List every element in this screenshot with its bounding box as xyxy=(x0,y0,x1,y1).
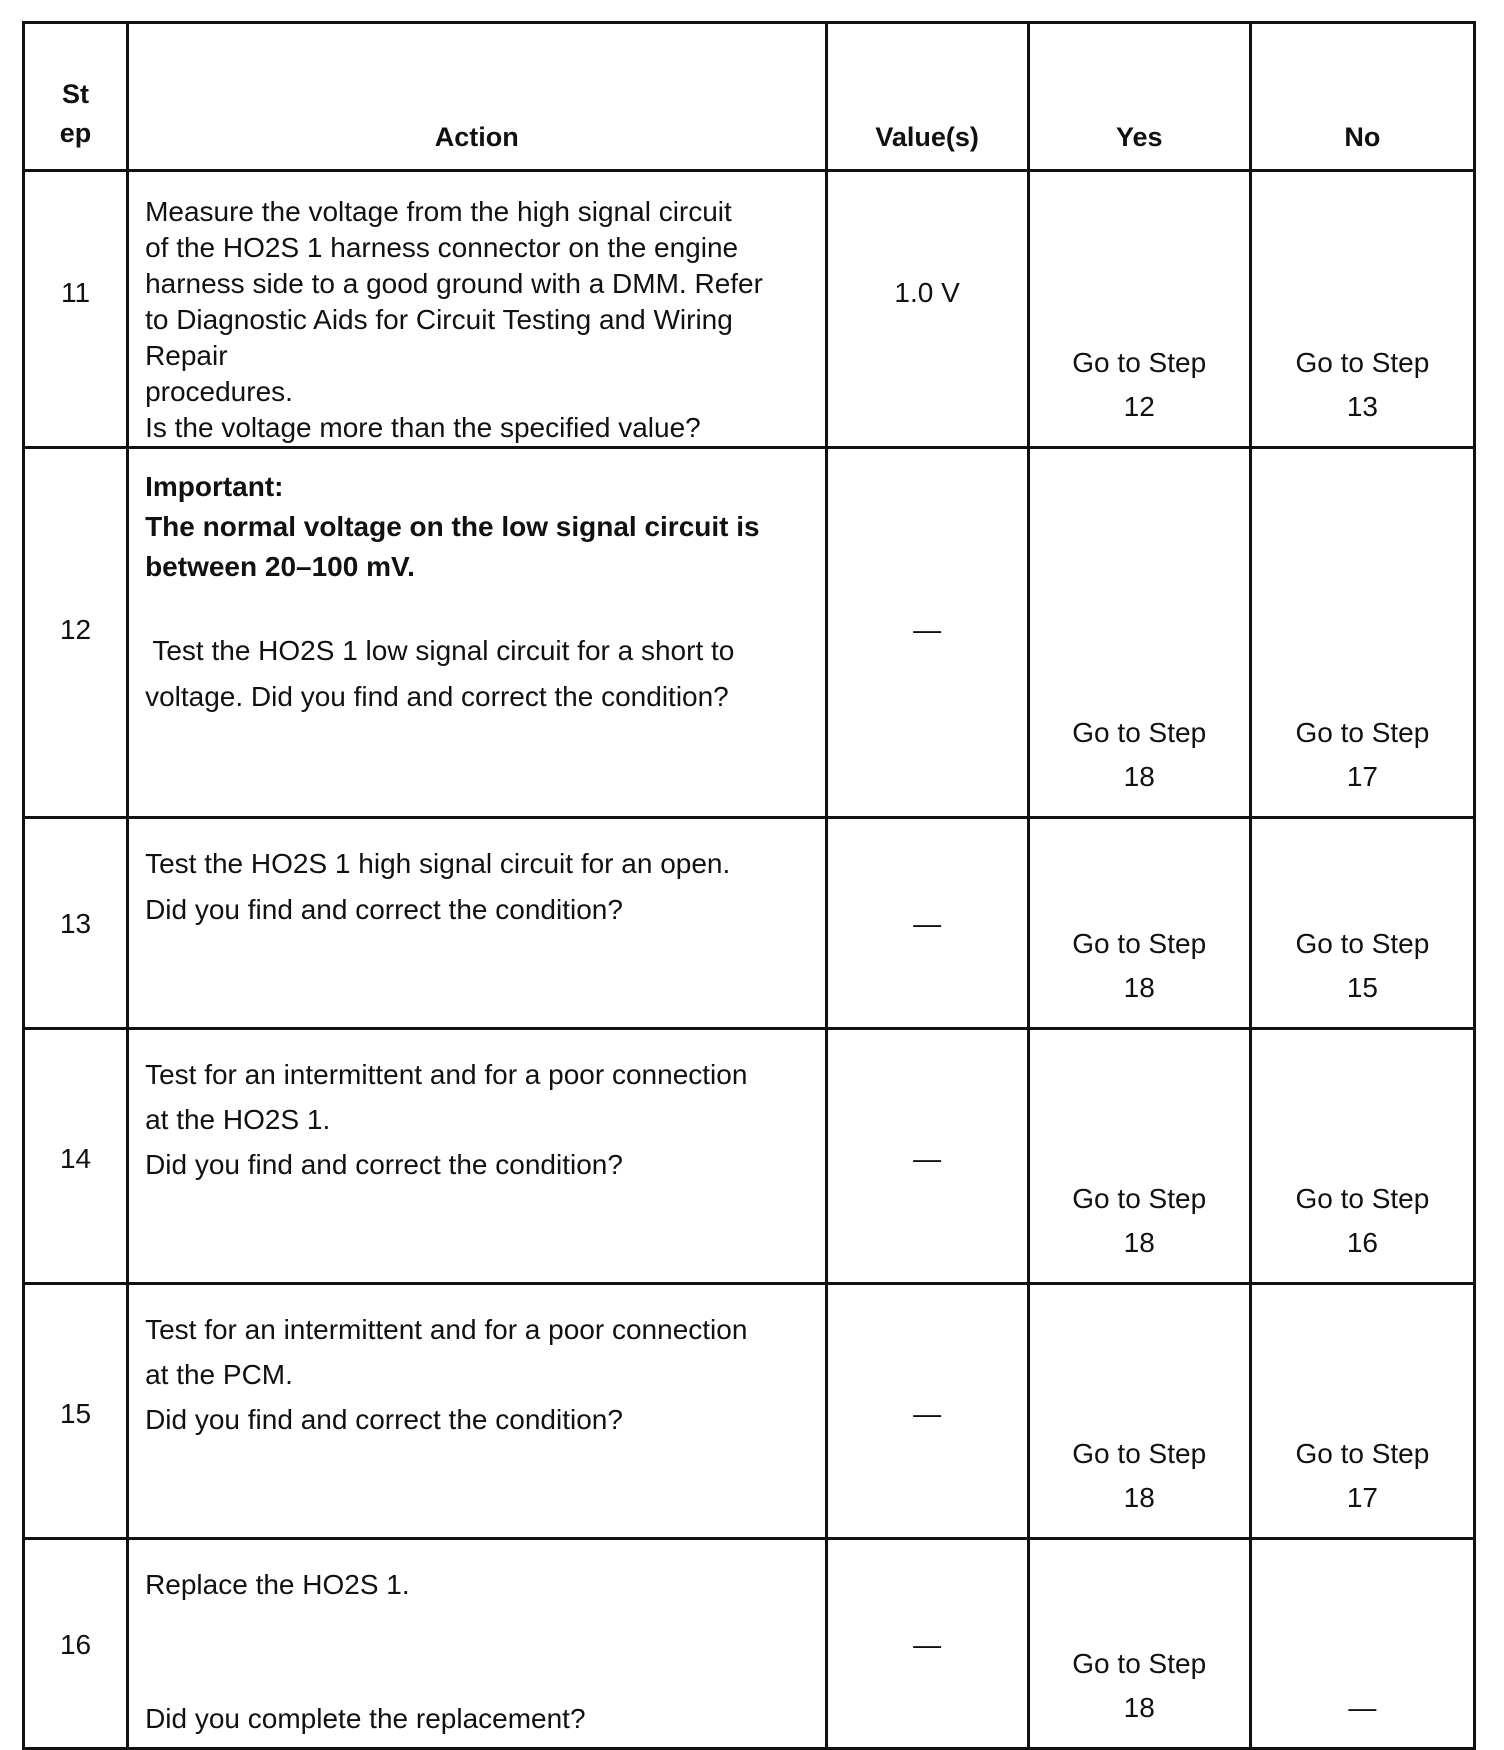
header-no: No xyxy=(1250,23,1474,171)
table-row xyxy=(24,448,1475,818)
step-number: 16 xyxy=(59,1629,92,1660)
action-text xyxy=(129,449,824,717)
goto-label: Go to Step xyxy=(1295,1183,1430,1215)
no-cell xyxy=(1250,171,1474,448)
diagnostic-table-page xyxy=(22,21,1476,1734)
no-goto xyxy=(1252,1177,1473,1264)
yes-goto xyxy=(1030,922,1249,1009)
action-line: Is the voltage more than the specified value? xyxy=(145,412,701,443)
action-line: to Diagnostic Aids for Circuit Testing and Wiring Repair xyxy=(145,304,733,371)
action-line: Test for an intermittent and for a poor connection xyxy=(145,1059,748,1090)
action-line: of the HO2S 1 harness connector on the engine xyxy=(145,232,739,263)
step-number: 11 xyxy=(60,277,91,308)
no-goto xyxy=(1252,1432,1473,1519)
value-text: 1.0 V xyxy=(894,277,960,308)
step-number: 14 xyxy=(59,1143,92,1174)
goto-step: 17 xyxy=(1346,760,1378,792)
header-step xyxy=(24,23,128,171)
goto-label: Go to Step xyxy=(1072,1648,1207,1680)
action-line: Replace the HO2S 1. xyxy=(145,1569,410,1600)
action-text xyxy=(129,819,824,933)
action-text xyxy=(129,172,824,446)
table-row xyxy=(24,1539,1475,1749)
no-goto xyxy=(1252,922,1473,1009)
goto-step: 16 xyxy=(1346,1226,1378,1258)
action-cell xyxy=(128,171,826,448)
value-cell xyxy=(826,1284,1028,1539)
header-step-line1: St xyxy=(62,78,90,109)
action-line: Did you find and correct the condition? xyxy=(145,1149,623,1180)
step-number: 13 xyxy=(59,908,92,939)
diagnostic-steps-table xyxy=(22,21,1476,1750)
no-value: — xyxy=(1348,1692,1377,1724)
action-cell xyxy=(128,1284,826,1539)
goto-label: Go to Step xyxy=(1072,928,1207,960)
header-yes: Yes xyxy=(1028,23,1250,171)
header-step-line2: ep xyxy=(59,117,92,148)
action-line: voltage. Did you find and correct the condition? xyxy=(145,681,729,712)
step-cell xyxy=(24,1284,128,1539)
yes-cell xyxy=(1028,1029,1250,1284)
step-number: 12 xyxy=(59,614,92,645)
action-line: at the HO2S 1. xyxy=(145,1104,331,1135)
step-cell xyxy=(24,818,128,1029)
no-cell xyxy=(1250,448,1474,818)
action-cell xyxy=(128,1029,826,1284)
goto-label: Go to Step xyxy=(1072,347,1207,379)
important-line: The normal voltage on the low signal circuit is xyxy=(145,511,760,542)
action-cell xyxy=(128,818,826,1029)
table-row xyxy=(24,171,1475,448)
no-cell xyxy=(1250,1029,1474,1284)
table-row xyxy=(24,818,1475,1029)
yes-goto xyxy=(1030,341,1249,428)
yes-goto xyxy=(1030,1177,1249,1264)
action-cell xyxy=(128,448,826,818)
goto-label: Go to Step xyxy=(1295,928,1430,960)
yes-goto xyxy=(1030,711,1249,798)
no-cell xyxy=(1250,818,1474,1029)
action-line: Test the HO2S 1 low signal circuit for a short to xyxy=(145,635,735,666)
yes-cell xyxy=(1028,818,1250,1029)
header-action: Action xyxy=(128,23,826,171)
step-cell xyxy=(24,1029,128,1284)
action-line: Did you complete the replacement? xyxy=(145,1703,586,1734)
value-cell xyxy=(826,1029,1028,1284)
value-cell xyxy=(826,1539,1028,1749)
step-cell xyxy=(24,171,128,448)
goto-step: 15 xyxy=(1346,971,1378,1003)
goto-label: Go to Step xyxy=(1072,717,1207,749)
action-cell xyxy=(128,1539,826,1749)
yes-cell xyxy=(1028,1284,1250,1539)
step-cell xyxy=(24,1539,128,1749)
action-line: Did you find and correct the condition? xyxy=(145,1404,623,1435)
goto-label: Go to Step xyxy=(1072,1183,1207,1215)
action-line: at the PCM. xyxy=(145,1359,293,1390)
goto-step: 17 xyxy=(1346,1481,1378,1513)
header-row xyxy=(24,23,1475,171)
action-text xyxy=(129,1540,824,1742)
goto-step: 18 xyxy=(1123,971,1155,1003)
action-line: Test for an intermittent and for a poor connection xyxy=(145,1314,748,1345)
goto-step: 18 xyxy=(1123,1481,1155,1513)
important-title: Important: xyxy=(145,471,284,502)
header-values: Value(s) xyxy=(826,23,1028,171)
action-line: Test the HO2S 1 high signal circuit for an open. xyxy=(145,848,731,879)
goto-label: Go to Step xyxy=(1295,717,1430,749)
goto-step: 18 xyxy=(1123,1226,1155,1258)
no-cell xyxy=(1250,1284,1474,1539)
yes-goto xyxy=(1030,1432,1249,1519)
value-text: — xyxy=(913,1143,942,1174)
goto-step: 12 xyxy=(1123,390,1155,422)
no-cell xyxy=(1250,1539,1474,1749)
action-text xyxy=(129,1030,824,1187)
action-line: Did you find and correct the condition? xyxy=(145,894,623,925)
value-cell xyxy=(826,171,1028,448)
action-text xyxy=(129,1285,824,1442)
step-cell xyxy=(24,448,128,818)
yes-cell xyxy=(1028,448,1250,818)
table-row xyxy=(24,1284,1475,1539)
no-goto xyxy=(1252,341,1473,428)
no-goto xyxy=(1252,711,1473,798)
goto-step: 18 xyxy=(1123,760,1155,792)
important-line: between 20–100 mV. xyxy=(145,551,415,582)
action-line: Measure the voltage from the high signal circuit xyxy=(145,196,732,227)
yes-cell xyxy=(1028,1539,1250,1749)
goto-step: 13 xyxy=(1346,390,1378,422)
value-text: — xyxy=(913,614,942,645)
value-text: — xyxy=(913,1629,942,1660)
table-row xyxy=(24,1029,1475,1284)
goto-label: Go to Step xyxy=(1295,1438,1430,1470)
action-line: harness side to a good ground with a DMM. Refer xyxy=(145,268,763,299)
value-text: — xyxy=(913,1398,942,1429)
goto-label: Go to Step xyxy=(1295,347,1430,379)
value-cell xyxy=(826,818,1028,1029)
goto-label: Go to Step xyxy=(1072,1438,1207,1470)
action-line: procedures. xyxy=(145,376,293,407)
yes-goto xyxy=(1030,1642,1249,1729)
goto-step: 18 xyxy=(1123,1691,1155,1723)
step-number: 15 xyxy=(59,1398,92,1429)
value-cell xyxy=(826,448,1028,818)
value-text: — xyxy=(913,908,942,939)
yes-cell xyxy=(1028,171,1250,448)
